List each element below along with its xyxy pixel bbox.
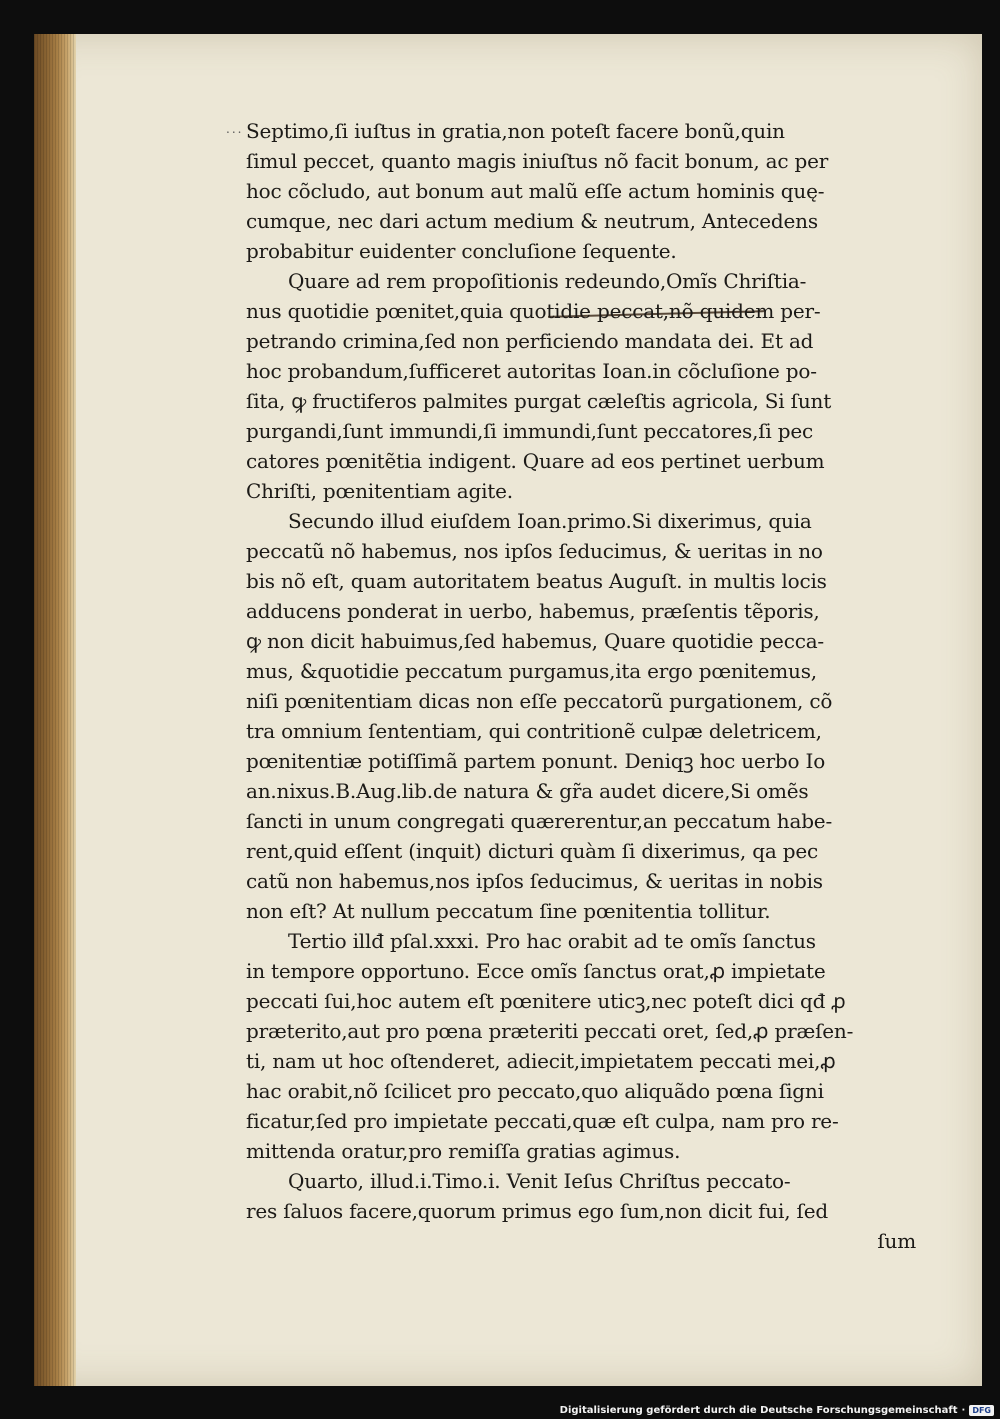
text-line: hoc cõcludo, aut bonum aut malũ eſſe actum hominis quę- <box>246 179 825 203</box>
text-line: ficatur,ſed pro impietate peccati,quæ eſt culpa, nam pro re- <box>246 1109 839 1133</box>
text-line: bis nõ eſt, quam autoritatem beatus Auguſt. in multis locis <box>246 569 827 593</box>
text-line: in tempore opportuno. Ecce omĩs ſanctus orat,ꝓ impietate <box>246 959 826 983</box>
text-line: probabitur euidenter concluſione ſequente. <box>246 239 677 263</box>
text-line: Quarto, illud.i.Timo.i. Venit Ieſus Chriſtus peccato- <box>288 1169 791 1193</box>
text-line: Tertio illđ pſal.xxxi. Pro hac orabit ad te omĩs ſanctus <box>288 929 816 953</box>
text-line: tra omnium ſententiam, qui contritionẽ culpæ deletricem, <box>246 719 822 743</box>
text-line: mus, &quotidie peccatum purgamus,ita ergo pœnitemus, <box>246 659 817 683</box>
footer-text: Digitalisierung gefördert durch die Deutsche Forschungsgemeinschaft <box>559 1405 958 1416</box>
page-edge <box>34 34 76 1386</box>
text-line: Chriſti, pœnitentiam agite. <box>246 479 513 503</box>
text-line: Secundo illud eiuſdem Ioan.primo.Si dixerimus, quia <box>288 509 812 533</box>
text-line: cumque, nec dari actum medium & neutrum, Antecedens <box>246 209 818 233</box>
text-line: petrando crimina,ſed non perficiendo mandata dei. Et ad <box>246 329 814 353</box>
text-line: ꝙ non dicit habuimus,ſed habemus, Quare quotidie pecca- <box>246 629 824 653</box>
text-block <box>246 116 916 1256</box>
paragraph-5 <box>246 1166 916 1226</box>
text-line: ſimul peccet, quanto magis iniuſtus nõ facit bonum, ac per <box>246 149 829 173</box>
paragraph-1 <box>246 116 916 266</box>
text-line: hoc probandum,ſufficeret autoritas Ioan.in cõcluſione po- <box>246 359 817 383</box>
text-line: nus quotidie pœnitet,quia quotidie peccat,nõ quidem per- <box>246 299 821 323</box>
text-line: ti, nam ut hoc oſtenderet, adiecit,impietatem peccati mei,ꝓ <box>246 1049 836 1073</box>
text-line: res ſaluos facere,quorum primus ego ſum,non dicit fui, ſed <box>246 1199 828 1223</box>
text-line: catores pœnitẽtia indigent. Quare ad eos pertinet uerbum <box>246 449 825 473</box>
text-line: adducens ponderat in uerbo, habemus, præſentis tẽporis, <box>246 599 820 623</box>
paragraph-3 <box>246 506 916 926</box>
text-line: Septimo,ſi iuſtus in gratia,non poteſt facere bonũ,quin <box>246 119 785 143</box>
text-line: non eſt? At nullum peccatum ſine pœnitentia tollitur. <box>246 899 771 923</box>
margin-marks: ... <box>226 122 244 136</box>
book-page <box>34 34 982 1386</box>
dfg-logo-icon: DFG <box>969 1405 994 1416</box>
text-line: an.nixus.B.Aug.lib.de natura & gr̃a audet dicere,Si omẽs <box>246 779 809 803</box>
text-line: peccatũ nõ habemus, nos ipſos ſeducimus, & ueritas in no <box>246 539 823 563</box>
text-line: pœnitentiæ potiſſimã partem ponunt. Deniqꝫ hoc uerbo Io <box>246 749 826 773</box>
paragraph-4 <box>246 926 916 1166</box>
digitization-footer: Digitalisierung gefördert durch die Deutsche Forschungsgemeinschaft · DFG <box>560 1405 994 1416</box>
paragraph-2 <box>246 266 916 506</box>
text-line: purgandi,ſunt immundi,ſi immundi,ſunt peccatores,ſi pec <box>246 419 814 443</box>
text-line: præterito,aut pro pœna præteriti peccati oret, ſed,ꝓ præſen- <box>246 1019 854 1043</box>
text-line: Quare ad rem propoſitionis redeundo,Omĩs Chriſtia- <box>288 269 807 293</box>
catchword: ſum <box>877 1229 916 1253</box>
text-line: ſita, ꝙ fructiferos palmites purgat cæleſtis agricola, Si ſunt <box>246 389 832 413</box>
text-line: peccati ſui,hoc autem eſt pœnitere uticꝫ,nec poteſt dici qđ ꝓ <box>246 989 846 1013</box>
text-line: rent,quid eſſent (inquit) dicturi quàm ſi dixerimus, qa pec <box>246 839 818 863</box>
text-line: mittenda oratur,pro remiſſa gratias agimus. <box>246 1139 681 1163</box>
text-line: hac orabit,nõ ſcilicet pro peccato,quo aliquãdo pœna ſigni <box>246 1079 824 1103</box>
text-line: catũ non habemus,nos ipſos ſeducimus, & ueritas in nobis <box>246 869 823 893</box>
text-line: niſi pœnitentiam dicas non eſſe peccatorũ purgationem, cõ <box>246 689 833 713</box>
text-line: ſancti in unum congregati quærerentur,an peccatum habe- <box>246 809 833 833</box>
